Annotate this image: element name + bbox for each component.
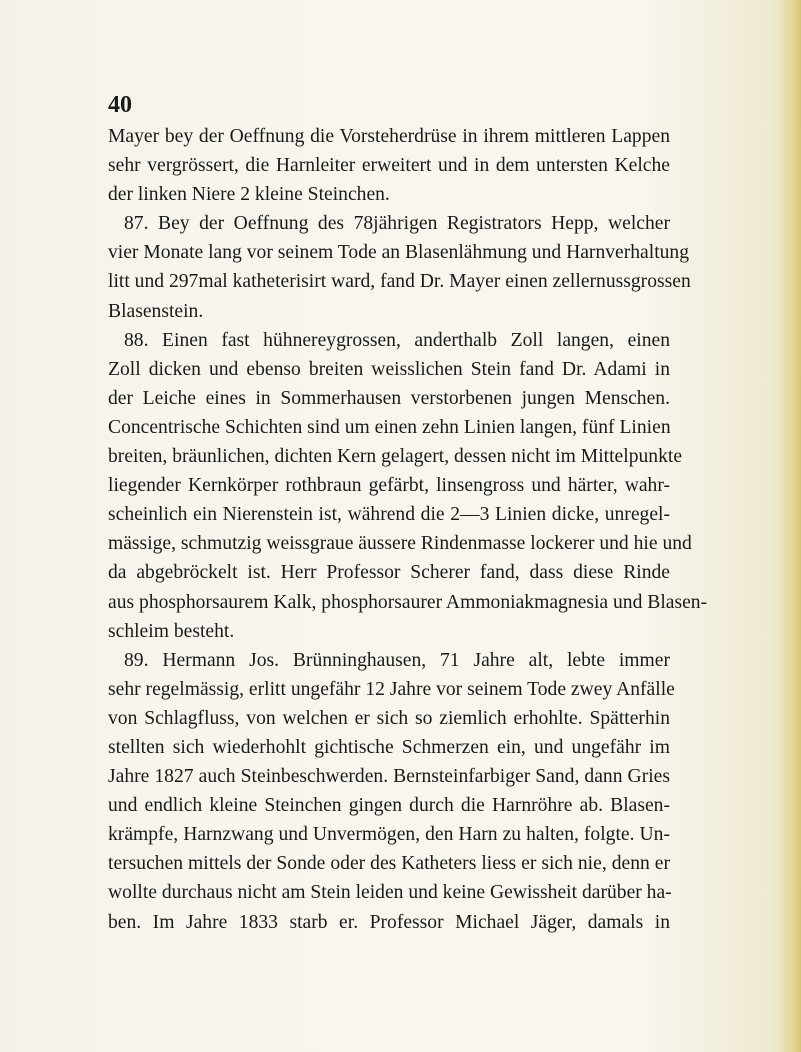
- text-line: wollte durchaus nicht am Stein leiden und keine Gewissheit darüber ha-: [108, 882, 672, 904]
- text-line: sehr vergrössert, die Harnleiter erweitert und in dem untersten Kelche: [108, 155, 670, 177]
- text-line: litt und 297mal katheterisirt ward, fand Dr. Mayer einen zellernussgrossen: [108, 271, 691, 293]
- text-line: schleim besteht.: [108, 620, 235, 642]
- text-line: liegender Kernkörper rothbraun gefärbt, linsengross und härter, wahr-: [108, 475, 670, 497]
- text-line: stellten sich wiederhohlt gichtische Schmerzen ein, und ungefähr im: [108, 736, 670, 758]
- text-line: vier Monate lang vor seinem Tode an Blasenlähmung und Harnverhaltung: [108, 242, 690, 264]
- text-line: Blasenstein.: [108, 300, 204, 322]
- text-line: der Leiche eines in Sommerhausen verstorbenen jungen Menschen.: [108, 387, 670, 409]
- text-line: 89. Hermann Jos. Brünninghausen, 71 Jahre alt, lebte immer: [124, 649, 670, 671]
- text-line: von Schlagfluss, von welchen er sich so ziemlich erhohlte. Spätterhin: [108, 707, 670, 729]
- text-line: da abgebröckelt ist. Herr Professor Scherer fand, dass diese Rinde: [108, 562, 670, 584]
- text-line: tersuchen mittels der Sonde oder des Katheters liess er sich nie, denn er: [108, 853, 670, 875]
- text-line: 87. Bey der Oeffnung des 78jährigen Registrators Hepp, welcher: [124, 213, 670, 235]
- text-line: Jahre 1827 auch Steinbeschwerden. Bernsteinfarbiger Sand, dann Gries: [108, 766, 670, 788]
- text-line: 88. Einen fast hühnereygrossen, anderthalb Zoll langen, einen: [124, 329, 670, 351]
- text-line: Mayer bey der Oeffnung die Vorsteherdrüse in ihrem mittleren Lappen: [108, 126, 670, 147]
- text-line: krämpfe, Harnzwang und Unvermögen, den Harn zu halten, folgte. Un-: [108, 824, 670, 846]
- text-line: mässige, schmutzig weissgraue äussere Rindenmasse lockerer und hie und: [108, 533, 692, 555]
- text-line: der linken Niere 2 kleine Steinchen.: [108, 184, 390, 206]
- text-line: und endlich kleine Steinchen gingen durch die Harnröhre ab. Blasen-: [108, 795, 670, 817]
- text-line: aus phosphorsaurem Kalk, phosphorsaurer Ammoniakmagnesia und Blasen-: [108, 591, 708, 613]
- text-line: Concentrische Schichten sind um einen zehn Linien langen, fünf Linien: [108, 416, 671, 438]
- text-line: ben. Im Jahre 1833 starb er. Professor Michael Jäger, damals in: [108, 911, 670, 933]
- text-line: breiten, bräunlichen, dichten Kern gelagert, dessen nicht im Mittelpunkte: [108, 446, 683, 468]
- page-number: 40: [108, 92, 132, 118]
- text-line: sehr regelmässig, erlitt ungefähr 12 Jahre vor seinem Tode zwey Anfälle: [108, 678, 675, 700]
- text-line: scheinlich ein Nierenstein ist, während die 2—3 Linien dicke, unregel-: [108, 504, 670, 526]
- text-line: Zoll dicken und ebenso breiten weisslichen Stein fand Dr. Adami in: [108, 358, 670, 380]
- page-edge-stain: [779, 0, 801, 1052]
- body-text: [108, 122, 708, 937]
